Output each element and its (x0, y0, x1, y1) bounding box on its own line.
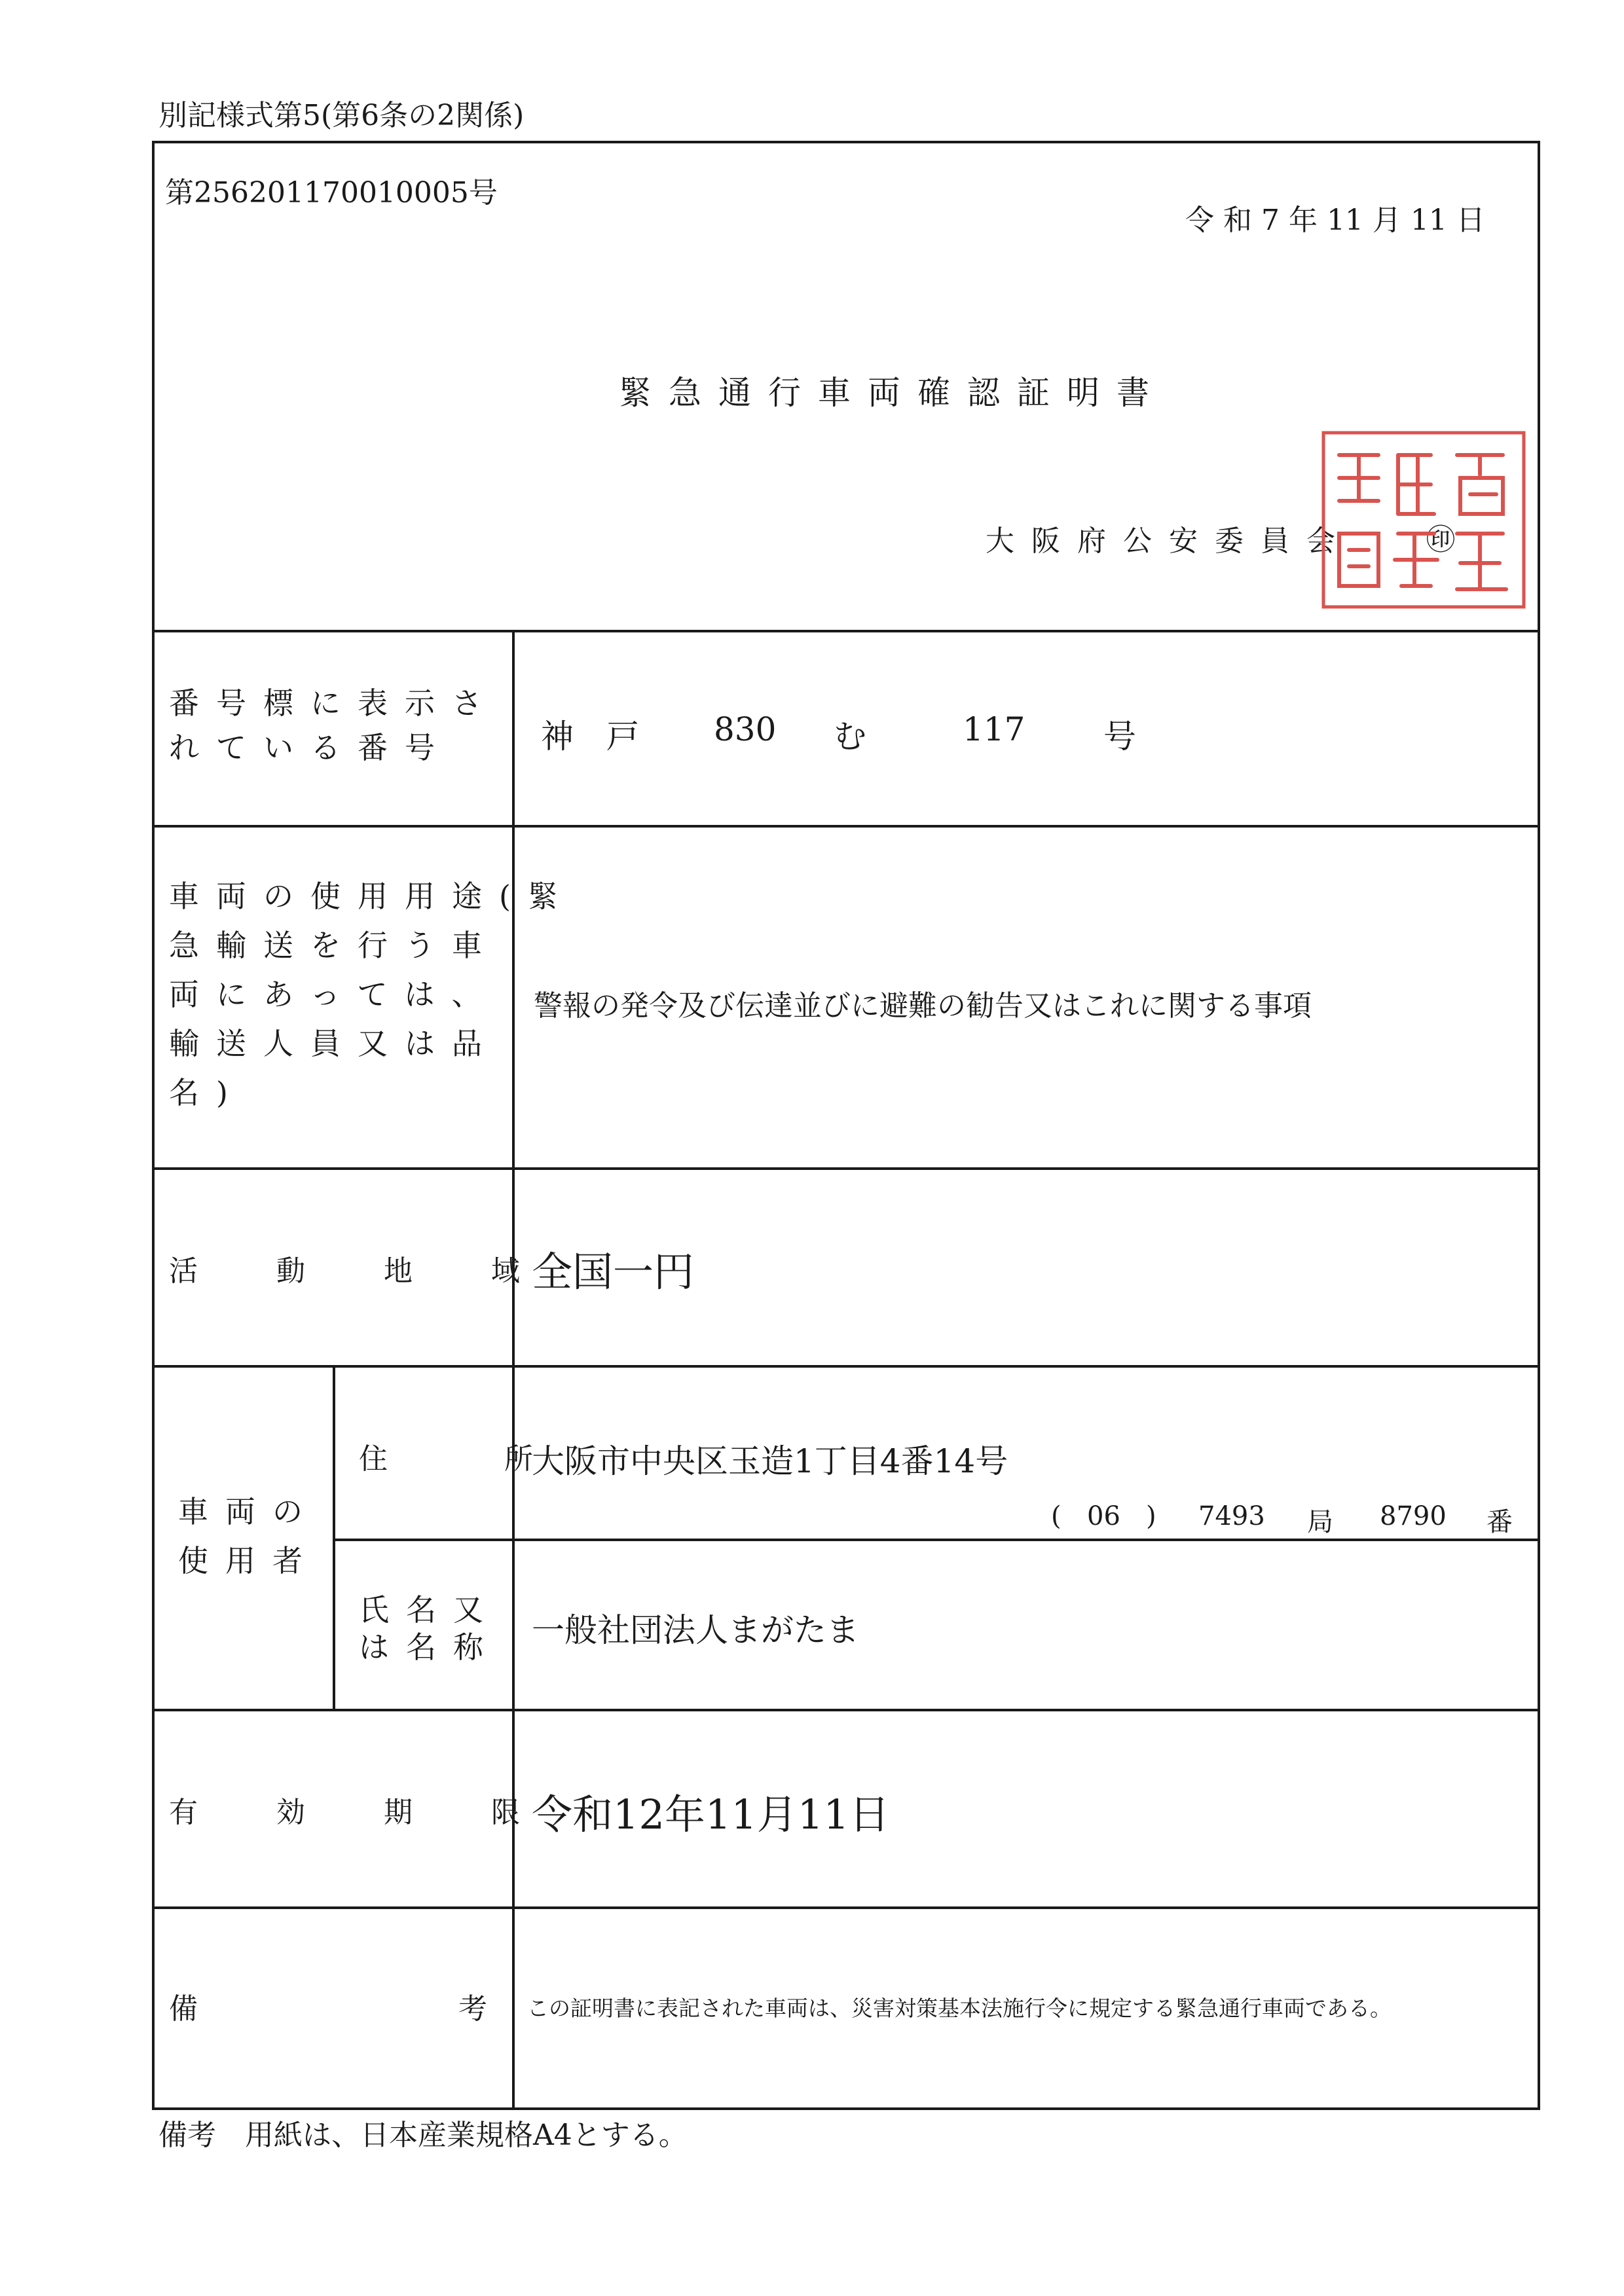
address-label: 住 所 (359, 1442, 553, 1476)
phone-kyoku: 局 (1307, 1507, 1333, 1537)
phone-area-code: 06 (1087, 1501, 1120, 1531)
divider-user (152, 1709, 1540, 1711)
plate-number-label-line2: れている番号 (169, 730, 452, 765)
divider-plate (152, 825, 1540, 828)
divider-header (152, 630, 1540, 632)
document-title: 緊急通行車両確認証明書 (619, 374, 1166, 412)
plate-serial: 117 (963, 710, 1025, 748)
seal-mark: ㊞ (1426, 523, 1455, 556)
form-note: 別記様式第5(第6条の2関係) (158, 99, 525, 132)
validity-label: 有 効 期 限 (169, 1796, 545, 1829)
purpose-value: 警報の発令及び伝達並びに避難の勧告又はこれに関する事項 (534, 989, 1312, 1023)
purpose-label-line2: 急輸送を行う車 (169, 928, 499, 963)
divider-address (334, 1539, 1540, 1541)
plate-region: 神 戸 (541, 718, 639, 756)
area-label: 活 動 地 域 (169, 1254, 545, 1288)
purpose-label-line3: 両にあっては、 (169, 977, 499, 1012)
official-seal-stamp (1320, 429, 1528, 611)
purpose-label-line1: 車両の使用用途(緊 (169, 879, 575, 914)
phone-number: 8790 (1380, 1501, 1447, 1531)
divider-label-column (512, 630, 515, 2109)
user-label-line1: 車両の (178, 1494, 320, 1529)
address-value: 大阪市中央区玉造1丁目4番14号 (532, 1442, 1008, 1480)
purpose-label-line4: 輸送人員又は品 (169, 1026, 499, 1061)
footer-note: 備考 用紙は、日本産業規格A4とする。 (158, 2119, 688, 2152)
remarks-label-first: 備 (169, 1992, 198, 2026)
phone-ban: 番 (1486, 1507, 1513, 1537)
plate-kana: む (834, 718, 866, 756)
plate-number-label-line1: 番号標に表示さ (169, 685, 499, 721)
purpose-label-line5: 名) (169, 1075, 245, 1110)
validity-value: 令和12年11月11日 (532, 1791, 890, 1838)
divider-validity (152, 1906, 1540, 1909)
issuer-name: 大阪府公安委員会 (986, 524, 1352, 558)
name-value: 一般社団法人まがたま (532, 1611, 859, 1649)
remarks-label-second: 考 (458, 1992, 487, 2026)
divider-purpose (152, 1167, 1540, 1170)
divider-area (152, 1365, 1540, 1368)
name-label-line1: 氏名又 (359, 1592, 500, 1628)
area-value: 全国一円 (532, 1248, 695, 1296)
remarks-value: この証明書に表記された車両は、災害対策基本法施行令に規定する緊急通行車両である。 (527, 1995, 1392, 2021)
name-label-line2: は名称 (359, 1630, 500, 1665)
certificate-number: 第256201170010005号 (165, 176, 498, 210)
phone-exchange: 7493 (1198, 1501, 1265, 1531)
phone-open-paren: ( (1051, 1501, 1061, 1531)
plate-suffix: 号 (1103, 718, 1136, 756)
divider-user-subcolumn (333, 1365, 335, 1710)
issue-date: 令 和 7 年 11 月 11 日 (1185, 204, 1485, 237)
phone-close-paren: ) (1146, 1501, 1156, 1531)
user-label-line2: 使用者 (178, 1543, 320, 1578)
plate-class-number: 830 (714, 710, 777, 748)
